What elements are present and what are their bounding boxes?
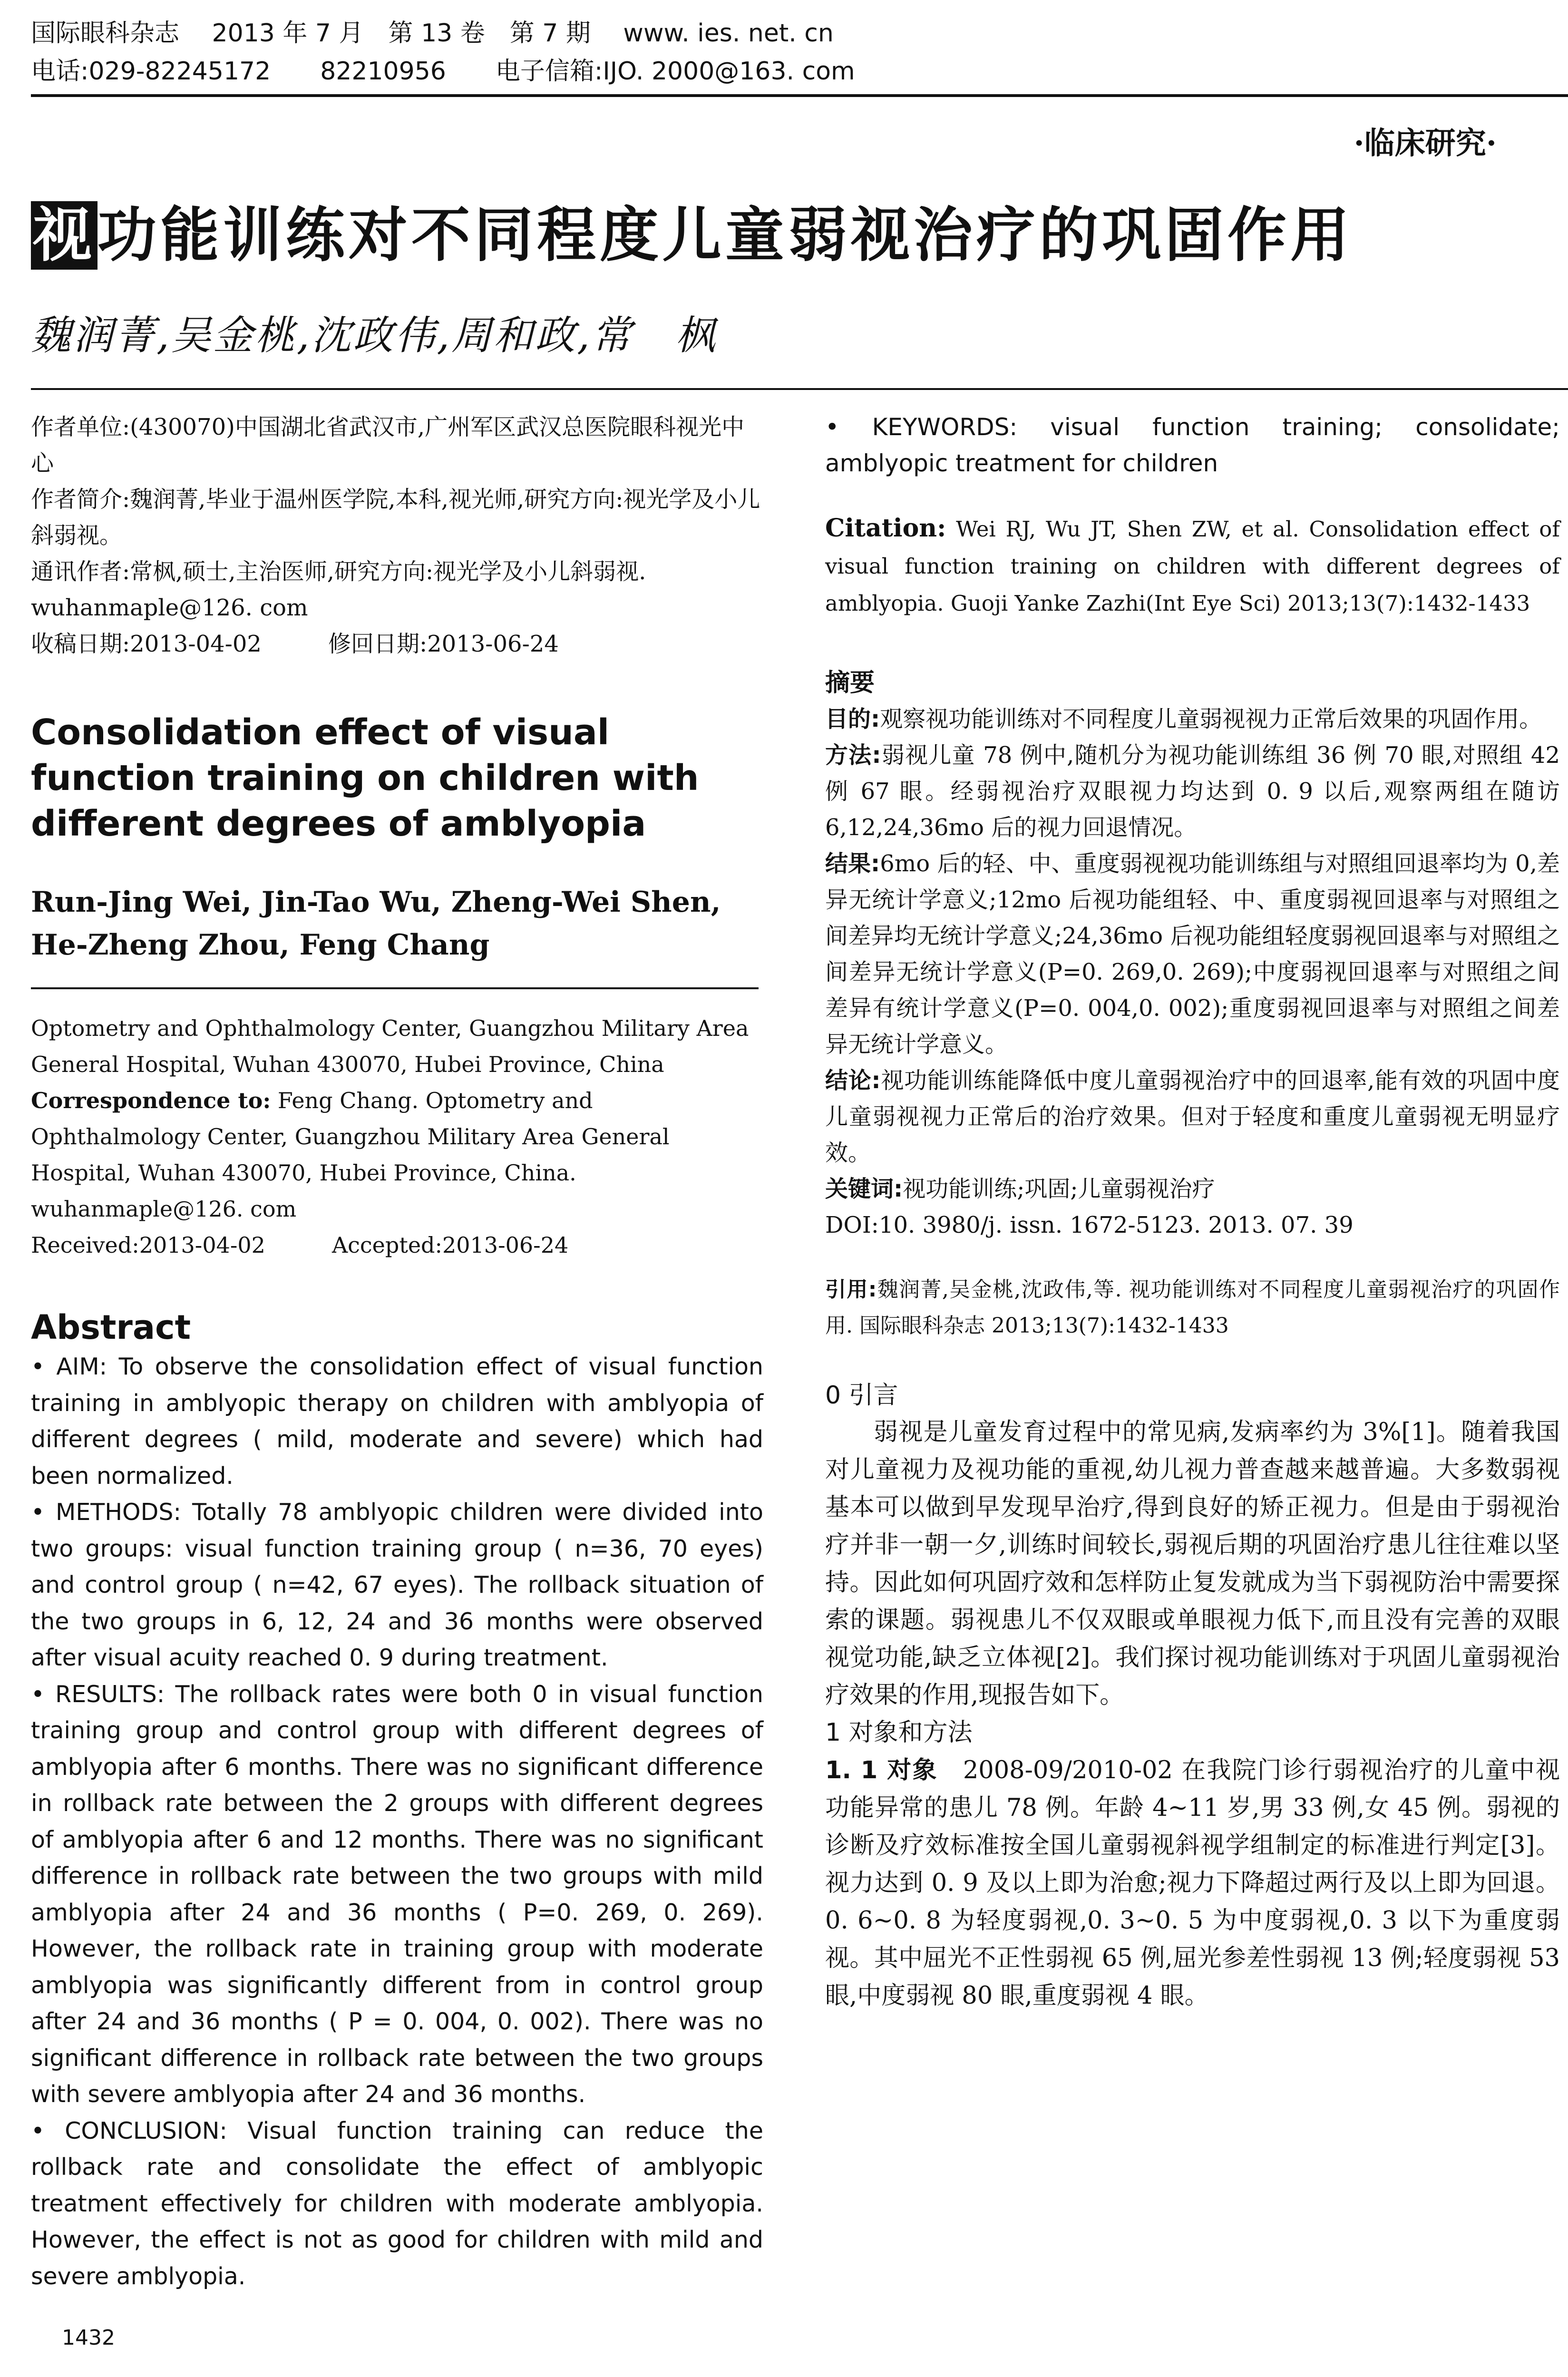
- citation-en: [825, 510, 1560, 622]
- received-date-en: Received:2013-04-02: [31, 1232, 265, 1258]
- abstract-aim-label: • AIM:: [31, 1353, 107, 1380]
- header-rule: [31, 94, 1568, 97]
- keywords-en: • KEYWORDS: visual function training; consolidate; amblyopic treatment for children: [825, 413, 1560, 477]
- left-column: [31, 409, 763, 2295]
- abstract-cn-results-text: 6mo 后的轻、中、重度弱视视功能训练组与对照组回退率均为 0,差异无统计学意义;12mo 后视功能组轻、中、重度弱视回退率与对照组之间差异均无统计学意义;24,36mo 后视功能组轻度弱视回退率与对照组之间差异无统计学意义(P=0. 269,0. 269);中度弱视回退率与对照组之间差异有统计学意义(P=0. 004,0. 002);重度弱视回退率与对照组之间差异无统计学意义。: [825, 850, 1560, 1058]
- abstract-cn: [825, 701, 1560, 1243]
- abstract-cn-conclusion-text: 视功能训练能降低中度儿童弱视治疗中的回退率,能有效的巩固中度儿童弱视视力正常后的治疗效果。但对于轻度和重度儿童弱视无明显疗效。: [825, 1067, 1560, 1166]
- title-initial-char: 视: [31, 201, 97, 270]
- abstract-cn-aim: [825, 701, 1560, 737]
- abstract-cn-methods-label: 方法:: [825, 742, 881, 769]
- abstract-methods-text: Totally 78 amblyopic children were divided into two groups: visual function training group ( n=36, 70 eyes) and control group ( n=42, 67 eyes). The rollback situation of the two groups in 6, 12, 24 and 36 months were observed after visual acuity reached 0. 9 during treatment.: [31, 1499, 763, 1671]
- abstract-heading: Abstract: [31, 1308, 191, 1347]
- abstract-cn-conclusion: [825, 1062, 1560, 1171]
- citation-text: Wei RJ, Wu JT, Shen ZW, et al. Consolidation effect of visual function training on children with different degrees of amblyopia. Guoji Yanke Zazhi(Int Eye Sci) 2013;13(7):1432-1433: [825, 516, 1560, 616]
- authors-en: Run-Jing Wei, Jin-Tao Wu, Zheng-Wei Shen, He-Zheng Zhou, Feng Chang: [31, 886, 721, 962]
- citation-cn-text: 魏润菁,吴金桃,沈政伟,等. 视功能训练对不同程度儿童弱视治疗的巩固作用. 国际眼科杂志 2013;13(7):1432-1433: [825, 1277, 1560, 1338]
- citation-label: Citation:: [825, 514, 946, 543]
- abstract-conclusion-text: Visual function training can reduce the rollback rate and consolidate the effect of amblyopic treatment effectively for children with moderate amblyopia. However, the effect is not as good for children with mild and severe amblyopia.: [31, 2117, 763, 2290]
- title-en: Consolidation effect of visual function training on children with different degrees of amblyopia: [31, 712, 699, 844]
- correspondence-text: Feng Chang. Optometry and Ophthalmology Center, Guangzhou Military Area General Hospital, Wuhan 430070, Hubei Province, China. wuhanmaple@126. com: [31, 1088, 670, 1222]
- running-header-line1: 国际眼科杂志 2013 年 7 月 第 13 卷 第 7 期 www. ies. net. cn: [31, 19, 834, 48]
- citation-cn: [825, 1272, 1560, 1344]
- abstract-results-text: The rollback rates were both 0 in visual function training group and control group with different degrees of amblyopia after 6 months. There was no significant difference in rollback rate between the 2 groups with different degrees of amblyopia after 6 and 12 months. There was no significant difference in rollback rate between the two groups with mild amblyopia after 24 and 36 months ( P=0. 269, 0. 269). However, the rollback rate in training group with moderate amblyopia was significantly different from in control group after 24 and 36 months ( P = 0. 004, 0. 002). There was no significant difference in rollback rate between the two groups with severe amblyopia after 24 and 36 months.: [31, 1680, 763, 2108]
- affiliation-en: Optometry and Ophthalmology Center, Guangzhou Military Area General Hospital, Wuhan 430070, Hubei Province, China: [31, 1015, 749, 1077]
- page-number: 1432: [62, 2326, 115, 2350]
- abstract-conclusion-label: • CONCLUSION:: [31, 2117, 227, 2144]
- received-date-cn: 收稿日期:2013-04-02: [31, 631, 262, 657]
- abstract-cn-methods: [825, 737, 1560, 846]
- abstract-cn-aim-text: 观察视功能训练对不同程度儿童弱视视力正常后效果的巩固作用。: [880, 706, 1542, 732]
- abstract-results-label: • RESULTS:: [31, 1680, 165, 1708]
- corresponding-author-cn: 通讯作者:常枫,硕士,主治医师,研究方向:视光学及小儿斜弱视. wuhanmaple@126. com: [31, 558, 646, 621]
- section1-heading: 1 对象和方法: [825, 1718, 973, 1747]
- section1-sub-label: 1. 1 对象: [825, 1756, 938, 1784]
- author-bio-cn: 作者简介:魏润菁,毕业于温州医学院,本科,视光师,研究方向:视光学及小儿斜弱视。: [31, 486, 760, 549]
- correspondence-label: Correspondence to:: [31, 1088, 271, 1113]
- section1-subsection: [825, 1752, 1560, 2015]
- correspondence-en: [31, 1082, 763, 1227]
- dates-en: [31, 1227, 763, 1263]
- abstract-cn-methods-text: 弱视儿童 78 例中,随机分为视功能训练组 36 例 70 眼,对照组 42 例 67 眼。经弱视治疗双眼视力均达到 0. 9 以后,观察两组在随访 6,12,24,36mo 后的视力回退情况。: [825, 742, 1560, 841]
- section0-para: 弱视是儿童发育过程中的常见病,发病率约为 3%[1]。随着我国对儿童视力及视功能的重视,幼儿视力普查越来越普遍。大多数弱视基本可以做到早发现早治疗,得到良好的矫正视力。但是由于弱视治疗并非一朝一夕,训练时间较长,弱视后期的巩固治疗患儿往往难以坚持。因此如何巩固疗效和怎样防止复发就成为当下弱视防治中需要探索的课题。弱视患儿不仅双眼或单眼视力低下,而且没有完善的双眼视觉功能,缺乏立体视[2]。我们探讨视功能训练对于巩固儿童弱视治疗效果的作用,现报告如下。: [825, 1418, 1560, 1709]
- doi: DOI:10. 3980/j. issn. 1672-5123. 2013. 07. 39: [825, 1212, 1354, 1238]
- section-label: ·临床研究·: [1354, 126, 1497, 161]
- right-column: [825, 409, 1560, 2015]
- dates-cn: [31, 626, 763, 662]
- abstract-results: [31, 1676, 763, 2113]
- article-title: [31, 200, 1353, 271]
- abstract-cn-conclusion-label: 结论:: [825, 1067, 881, 1094]
- title-rule: [31, 388, 1568, 390]
- abstract-conclusion: [31, 2113, 763, 2295]
- running-header-line2: 电话:029-82245172 82210956 电子信箱:IJO. 2000@163. com: [31, 57, 855, 86]
- abstract-cn-results-label: 结果:: [825, 850, 880, 877]
- authors-rule: [31, 987, 759, 989]
- section0-heading: 0 引言: [825, 1381, 898, 1410]
- abstract-cn-keywords-text: 视功能训练;巩固;儿童弱视治疗: [903, 1176, 1215, 1202]
- abstract-methods: [31, 1494, 763, 1676]
- abstract-aim: [31, 1349, 763, 1494]
- abstract-en: [31, 1349, 763, 2295]
- revised-date-cn: 修回日期:2013-06-24: [328, 631, 559, 657]
- abstract-cn-heading: 摘要: [825, 669, 875, 697]
- abstract-cn-keywords-label: 关键词:: [825, 1176, 903, 1202]
- citation-cn-label: 引用:: [825, 1277, 877, 1302]
- accepted-date-en: Accepted:2013-06-24: [331, 1232, 569, 1258]
- authors-cn: 魏润菁,吴金桃,沈政伟,周和政,常 枫: [31, 312, 717, 359]
- section1-sub-text: 2008-09/2010-02 在我院门诊行弱视治疗的儿童中视功能异常的患儿 78 例。年龄 4~11 岁,男 33 例,女 45 例。弱视的诊断及疗效标准按全国儿童弱视斜视学组制定的标准进行判定[3]。视力达到 0. 9 及以上即为治愈;视力下降超过两行及以上即为回退。0. 6~0. 8 为轻度弱视,0. 3~0. 5 为中度弱视,0. 3 以下为重度弱视。其中屈光不正性弱视 65 例,屈光参差性弱视 13 例;轻度弱视 53 眼,中度弱视 80 眼,重度弱视 4 眼。: [825, 1756, 1560, 2010]
- title-text: 功能训练对不同程度儿童弱视治疗的巩固作用: [97, 201, 1354, 270]
- author-info: [31, 409, 763, 662]
- author-affiliation-cn: 作者单位:(430070)中国湖北省武汉市,广州军区武汉总医院眼科视光中心: [31, 414, 745, 477]
- abstract-methods-label: • METHODS:: [31, 1499, 181, 1526]
- abstract-aim-text: To observe the consolidation effect of visual function training in amblyopic therapy on children with amblyopia of different degrees ( mild, moderate and severe) which had been normalized.: [31, 1353, 763, 1490]
- abstract-cn-results: [825, 846, 1560, 1062]
- affiliation-block: [31, 1010, 763, 1263]
- abstract-cn-aim-label: 目的:: [825, 706, 880, 732]
- abstract-cn-keywords: [825, 1171, 1560, 1207]
